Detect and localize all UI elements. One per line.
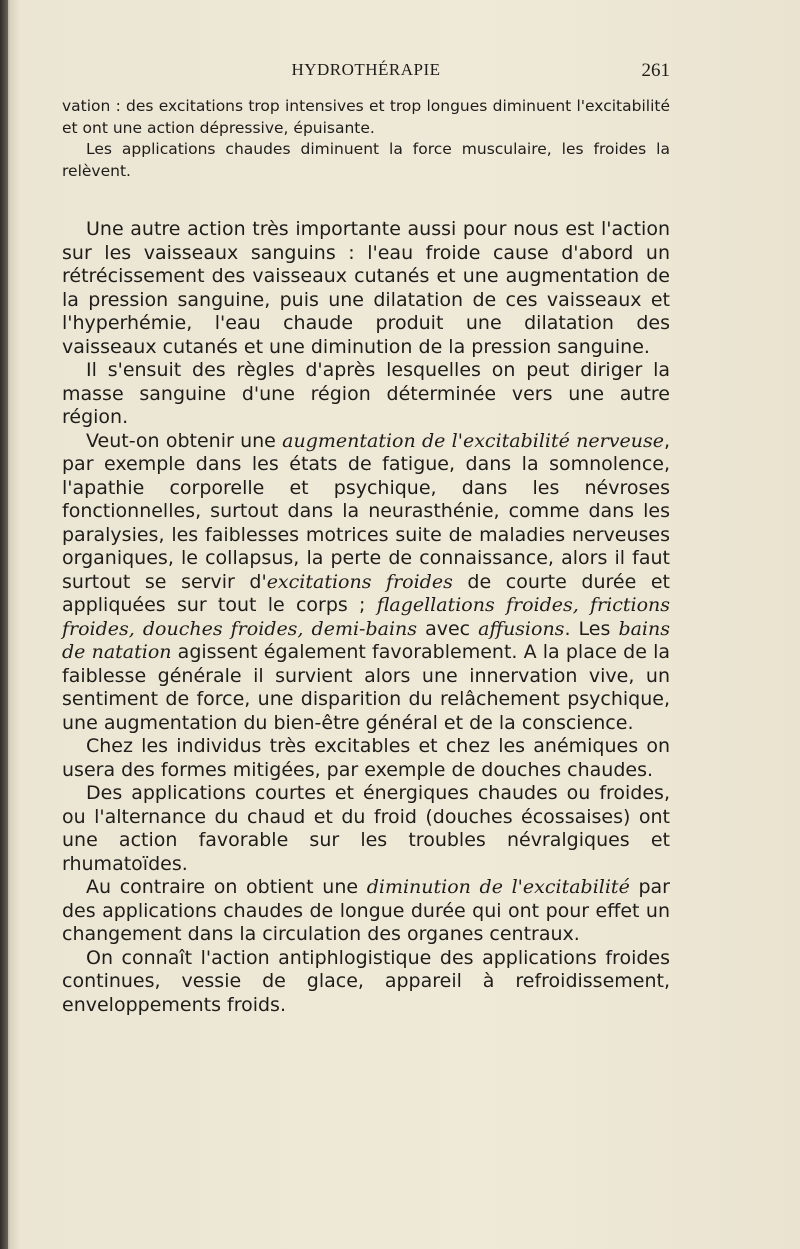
page-number: 261 [641,60,670,81]
paragraph-excitability-increase [62,430,670,736]
italic-term: augmentation de l'excitabilité nerveuse [282,429,664,452]
small-print-block [62,96,670,182]
paragraph-anemic: Chez les individus très excitables et chez les anémiques on usera des formes mitigées, par exemple de douches chaudes. [62,735,670,781]
text-run: avec [417,617,479,640]
paragraph-antiphlogistic: On connaît l'action antiphlogistique des applications froides continues, vessie de glace, appareil à refroidissement, enveloppements froids. [62,946,670,1016]
text-run: de courte durée et appliquées sur tout le corps ; [62,570,671,616]
italic-term: flagellations froides, frictions froides, douches froides, demi-bains [62,594,670,640]
text-run: par des applications chaudes de longue durée qui ont pour effet un changement dans la circulation des organes centraux. [62,876,670,945]
page-binding-edge [0,0,8,1249]
main-text-block [62,218,670,1017]
italic-term: affusions [478,617,565,640]
paragraph-vascular-action: Une autre action très importante aussi pour nous est l'action sur les vaisseaux sanguins : l'eau froide cause d'abord un rétrécissement des vaisseaux cutanés et une augmentation de la pression sanguine, puis une dilatation de ces vaisseaux et l'hyperhémie, l'eau chaude produit une dilatation des vaisseaux cutanés et une diminution de la pression sanguine. [62,218,670,358]
paragraph-short-applications: Des applications courtes et énergiques chaudes ou froides, ou l'alternance du chaud et du froid (douches écossaises) ont une action favorable sur les troubles névralgiques et rhumatoïdes. [62,782,670,875]
paragraph-rules: Il s'ensuit des règles d'après lesquelles on peut diriger la masse sanguine d'une région déterminée vers une autre région. [62,359,670,428]
small-paragraph-1: vation : des excitations trop intensives et trop longues diminuent l'excitabilité et ont une action dépressive, épuisante. [62,97,670,137]
page-header [62,60,670,86]
paragraph-excitability-decrease [62,876,670,947]
small-paragraph-2: Les applications chaudes diminuent la force musculaire, les froides la relèvent. [62,140,670,180]
text-run: agissent également favorablement. A la place de la faiblesse générale il survient alors une innervation vive, un sentiment de force, une disparition du relâchement psychique, une augmentation du bien-être général et de la conscience. [62,641,670,734]
text-run: . Les [564,617,619,640]
running-head: HYDROTHÉRAPIE [291,60,441,79]
text-run: Veut-on obtenir une [86,429,283,452]
italic-term: bains de natation [62,617,670,663]
text-run: Au contraire on obtient une [86,876,367,898]
italic-term: excitations froides [266,570,453,593]
text-run: , par exemple dans les états de fatigue, dans la somnolence, l'apathie corporelle et psychique, dans les névroses fonctionnelles, surtout dans la neurasthénie, comme dans les paralysies, les faiblesses motrices suite de maladies nerveuses organiques, le collapsus, la perte de connaissance, alors il faut surtout se servir d' [62,429,670,593]
italic-term: diminution de l'excitabilité [366,876,630,898]
